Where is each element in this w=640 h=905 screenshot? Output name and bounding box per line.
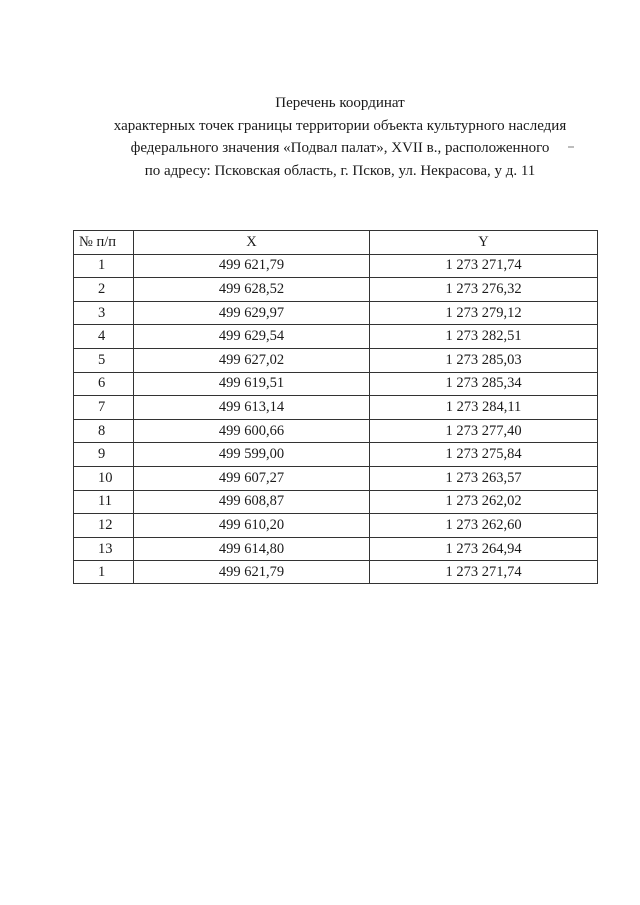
table-row: [74, 466, 598, 490]
table-row: [74, 301, 598, 325]
cell-point-number: 9: [74, 443, 134, 467]
cell-y-coordinate: 1 273 282,51: [370, 325, 598, 349]
cell-point-number: 8: [74, 419, 134, 443]
cell-y-coordinate: 1 273 285,34: [370, 372, 598, 396]
cell-x-coordinate: 499 614,80: [134, 537, 370, 561]
heading-line-2: характерных точек границы территории объекта культурного наследия: [113, 117, 567, 134]
cell-y-coordinate: 1 273 285,03: [370, 348, 598, 372]
cell-x-coordinate: 499 629,54: [134, 325, 370, 349]
cell-x-coordinate: 499 608,87: [134, 490, 370, 514]
column-header-x: X: [134, 231, 370, 255]
heading-line-4: по адресу: Псковская область, г. Псков, ул. Некрасова, у д. 11: [144, 162, 536, 179]
cell-y-coordinate: 1 273 275,84: [370, 443, 598, 467]
cell-x-coordinate: 499 628,52: [134, 278, 370, 302]
cell-x-coordinate: 499 629,97: [134, 301, 370, 325]
table-body: [74, 254, 598, 584]
heading-line-3: федерального значения «Подвал палат», XVII в., расположенного: [130, 140, 550, 156]
cell-point-number: 1: [74, 561, 134, 584]
cell-y-coordinate: 1 273 284,11: [370, 396, 598, 420]
cell-x-coordinate: 499 627,02: [134, 348, 370, 372]
cell-y-coordinate: 1 273 271,74: [370, 561, 598, 584]
table-row: [74, 254, 598, 278]
cell-point-number: 11: [74, 490, 134, 514]
cell-point-number: 10: [74, 466, 134, 490]
cell-point-number: 3: [74, 301, 134, 325]
column-header-number: № п/п: [74, 231, 134, 255]
heading-line-1: Перечень координат: [275, 95, 405, 111]
table-row: [74, 348, 598, 372]
cell-point-number: 4: [74, 325, 134, 349]
cell-x-coordinate: 499 621,79: [134, 254, 370, 278]
coordinates-table: [73, 230, 598, 584]
cell-point-number: 13: [74, 537, 134, 561]
document-heading: [40, 92, 640, 182]
cell-y-coordinate: 1 273 262,02: [370, 490, 598, 514]
cell-y-coordinate: 1 273 262,60: [370, 514, 598, 538]
table-header-row: [74, 231, 598, 255]
table-row: [74, 278, 598, 302]
table-row: [74, 325, 598, 349]
table-row: [74, 490, 598, 514]
cell-y-coordinate: 1 273 264,94: [370, 537, 598, 561]
cell-point-number: 12: [74, 514, 134, 538]
cell-point-number: 2: [74, 278, 134, 302]
cell-x-coordinate: 499 600,66: [134, 419, 370, 443]
table-row: [74, 443, 598, 467]
cell-x-coordinate: 499 607,27: [134, 466, 370, 490]
cell-y-coordinate: 1 273 271,74: [370, 254, 598, 278]
cell-x-coordinate: 499 613,14: [134, 396, 370, 420]
table-row: [74, 419, 598, 443]
cell-x-coordinate: 499 610,20: [134, 514, 370, 538]
column-header-y: Y: [370, 231, 598, 255]
cell-point-number: 5: [74, 348, 134, 372]
cell-y-coordinate: 1 273 279,12: [370, 301, 598, 325]
table-row: [74, 561, 598, 584]
table-row: [74, 396, 598, 420]
table-row: [74, 537, 598, 561]
cell-x-coordinate: 499 599,00: [134, 443, 370, 467]
cell-x-coordinate: 499 619,51: [134, 372, 370, 396]
cell-y-coordinate: 1 273 276,32: [370, 278, 598, 302]
cell-y-coordinate: 1 273 277,40: [370, 419, 598, 443]
table-row: [74, 372, 598, 396]
scan-artifact: [568, 146, 574, 148]
cell-point-number: 7: [74, 396, 134, 420]
cell-point-number: 6: [74, 372, 134, 396]
cell-point-number: 1: [74, 254, 134, 278]
table-row: [74, 514, 598, 538]
cell-x-coordinate: 499 621,79: [134, 561, 370, 584]
cell-y-coordinate: 1 273 263,57: [370, 466, 598, 490]
